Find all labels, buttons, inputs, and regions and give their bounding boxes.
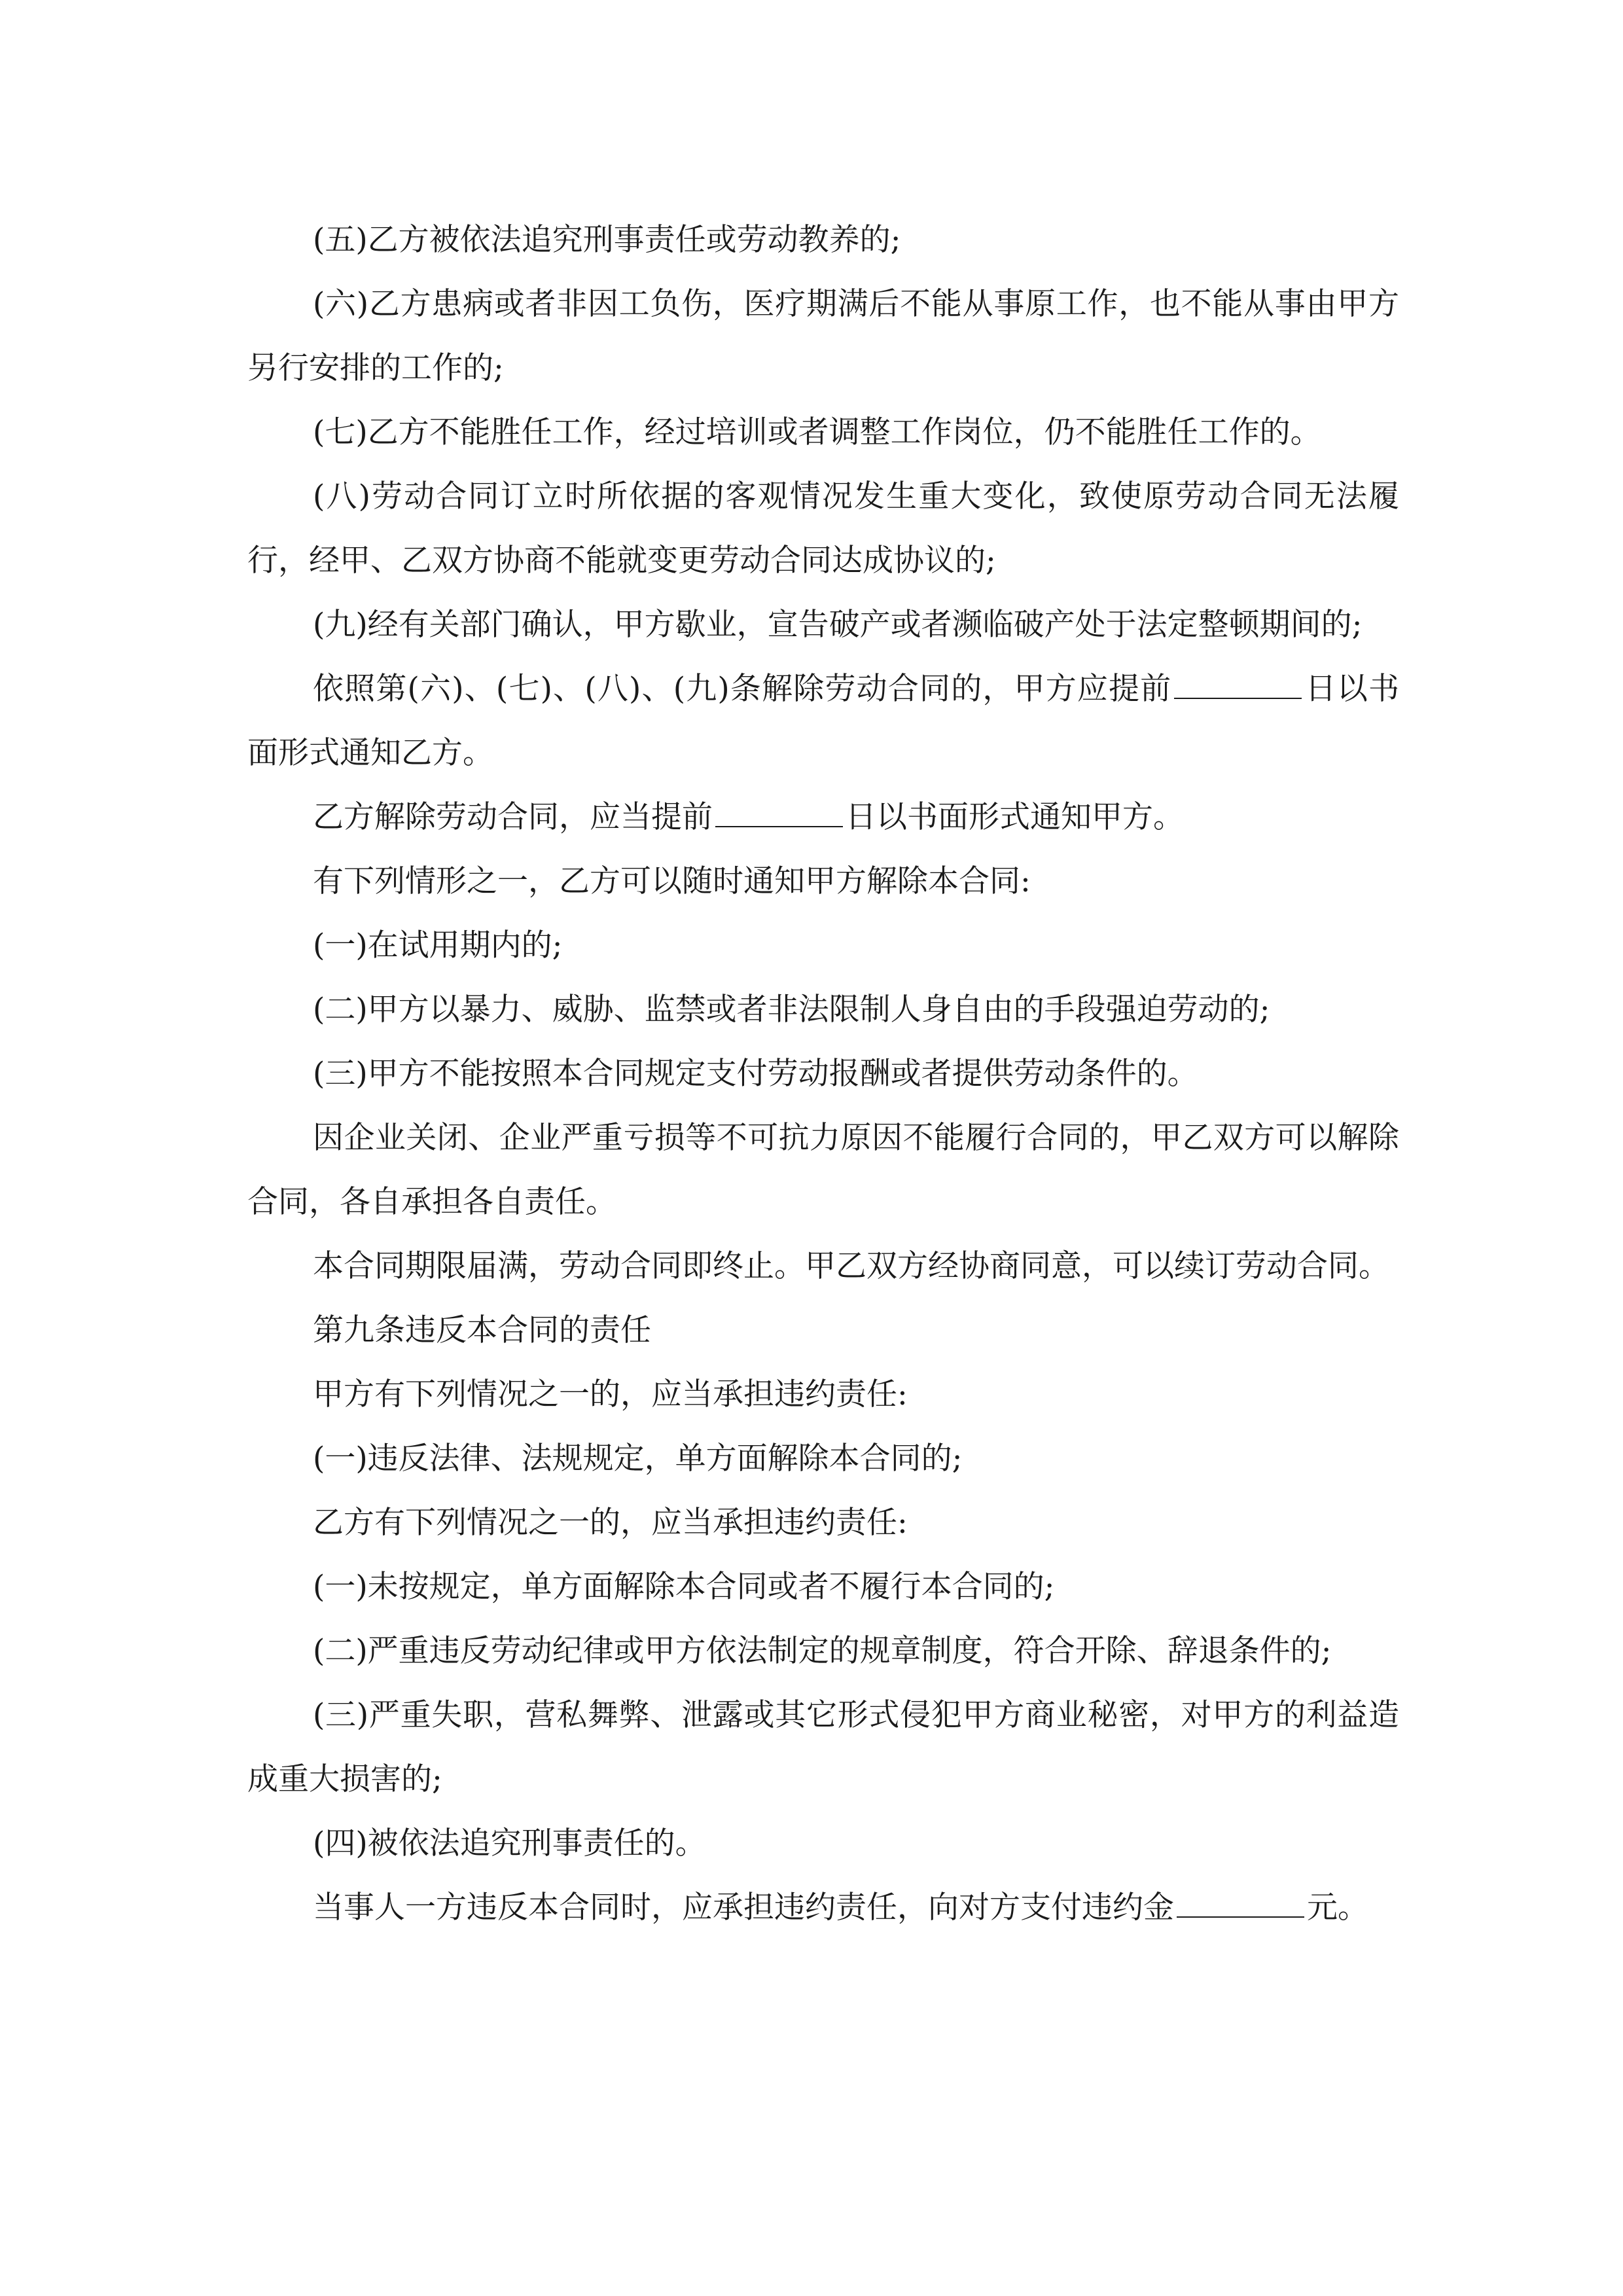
paragraph-text: (四)被依法追究刑事责任的。 — [313, 1825, 706, 1861]
article-heading — [247, 1299, 1399, 1363]
paragraph-text-before-blank: 当事人一方违反本合同时，应承担违约责任，向对方支付违约金 — [313, 1890, 1174, 1926]
paragraph-text: 甲方有下列情况之一的，应当承担违约责任: — [313, 1376, 908, 1412]
clause-paragraph — [247, 1234, 1399, 1299]
paragraph-text-before-blank: 依照第(六)、(七)、(八)、(九)条解除劳动合同的，甲方应提前 — [313, 671, 1172, 707]
paragraph-text: 有下列情形之一，乙方可以随时通知甲方解除本合同: — [313, 863, 1031, 899]
clause-paragraph-with-blank — [247, 785, 1399, 850]
contract-body — [247, 208, 1399, 1940]
clause-paragraph — [247, 1106, 1399, 1234]
paragraph-text: (八)劳动合同订立时所依据的客观情况发生重大变化，致使原劳动合同无法履行，经甲、乙双方协商不能就变更劳动合同达成协议的; — [247, 478, 1399, 579]
clause-paragraph — [247, 1427, 1399, 1491]
paragraph-text: (二)甲方以暴力、威胁、监禁或者非法限制人身自由的手段强迫劳动的; — [313, 992, 1270, 1028]
paragraph-text: (一)未按规定，单方面解除本合同或者不履行本合同的; — [313, 1569, 1055, 1605]
clause-paragraph — [247, 1683, 1399, 1812]
fill-in-blank — [1174, 672, 1302, 699]
clause-paragraph — [247, 593, 1399, 657]
clause-paragraph-with-blank — [247, 1876, 1399, 1940]
fill-in-blank — [715, 800, 843, 827]
clause-paragraph — [247, 1042, 1399, 1106]
paragraph-text: 因企业关闭、企业严重亏损等不可抗力原因不能履行合同的，甲乙双方可以解除合同，各自承担各自责任。 — [247, 1120, 1399, 1220]
clause-paragraph — [247, 1619, 1399, 1683]
clause-paragraph — [247, 401, 1399, 465]
clause-paragraph — [247, 208, 1399, 272]
paragraph-text-before-blank: 乙方解除劳动合同，应当提前 — [313, 799, 713, 835]
clause-paragraph — [247, 465, 1399, 593]
paragraph-text: 第九条违反本合同的责任 — [313, 1312, 651, 1348]
paragraph-text: 本合同期限届满，劳动合同即终止。甲乙双方经协商同意，可以续订劳动合同。 — [313, 1248, 1389, 1284]
clause-paragraph — [247, 914, 1399, 978]
clause-paragraph — [247, 978, 1399, 1042]
paragraph-text: (九)经有关部门确认，甲方歇业，宣告破产或者濒临破产处于法定整顿期间的; — [313, 607, 1363, 643]
paragraph-text-after-blank: 元。 — [1307, 1890, 1368, 1926]
clause-paragraph — [247, 1555, 1399, 1619]
clause-paragraph — [247, 850, 1399, 914]
paragraph-text: (五)乙方被依法追究刑事责任或劳动教养的; — [313, 222, 901, 258]
paragraph-text-after-blank: 日以书面形式通知甲方。 — [846, 799, 1184, 835]
clause-paragraph-with-blank — [247, 657, 1399, 785]
paragraph-text: (六)乙方患病或者非因工负伤，医疗期满后不能从事原工作，也不能从事由甲方另行安排的工作的; — [247, 286, 1399, 386]
fill-in-blank — [1177, 1890, 1304, 1918]
paragraph-text: (二)严重违反劳动纪律或甲方依法制定的规章制度，符合开除、辞退条件的; — [313, 1633, 1332, 1669]
paragraph-text: (三)严重失职，营私舞弊、泄露或其它形式侵犯甲方商业秘密，对甲方的利益造成重大损害的; — [247, 1697, 1399, 1797]
clause-paragraph — [247, 272, 1399, 401]
paragraph-text: (一)在试用期内的; — [313, 927, 563, 963]
paragraph-text: (一)违反法律、法规规定，单方面解除本合同的; — [313, 1441, 963, 1477]
clause-paragraph — [247, 1812, 1399, 1876]
clause-paragraph — [247, 1363, 1399, 1427]
paragraph-text: 乙方有下列情况之一的，应当承担违约责任: — [313, 1505, 908, 1541]
paragraph-text-after-blank: 日以书面形式通知乙方。 — [247, 671, 1399, 771]
paragraph-text: (七)乙方不能胜任工作，经过培训或者调整工作岗位，仍不能胜任工作的。 — [313, 414, 1321, 450]
paragraph-text: (三)甲方不能按照本合同规定支付劳动报酬或者提供劳动条件的。 — [313, 1056, 1198, 1092]
clause-paragraph — [247, 1491, 1399, 1555]
